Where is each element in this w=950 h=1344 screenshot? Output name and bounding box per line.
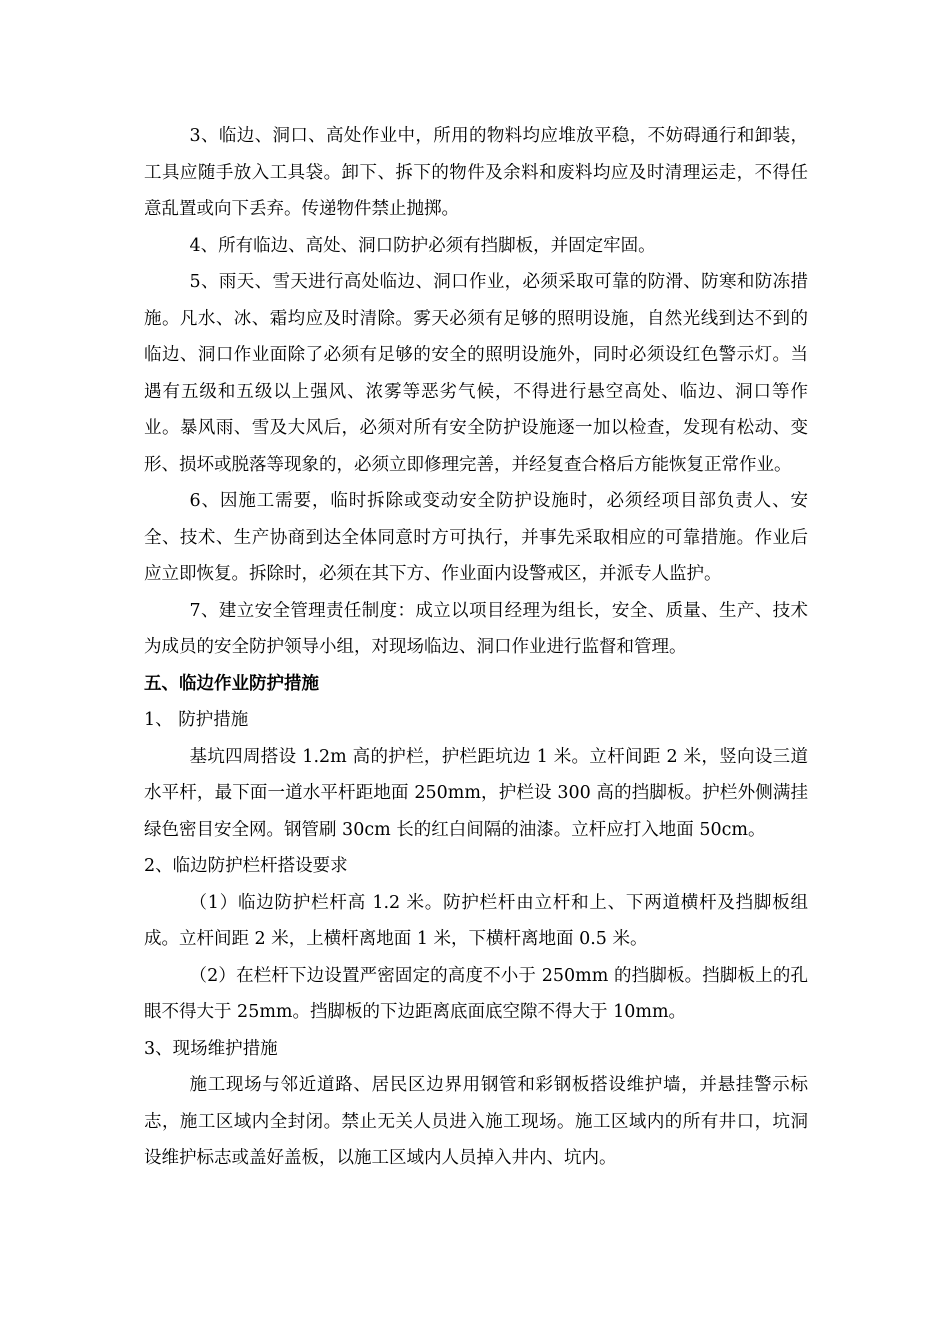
paragraph-item-7: 7、建立安全管理责任制度：成立以项目经理为组长，安全、质量、生产、技术为成员的安全防护领导小组，对现场临边、洞口作业进行监督和管理。 — [144, 600, 808, 657]
subsection-heading-3: 3、现场维护措施 — [144, 1038, 278, 1059]
section-heading: 五、临边作业防护措施 — [144, 673, 319, 694]
paragraph-item-5: 5、雨天、雪天进行高处临边、洞口作业，必须采取可靠的防滑、防寒和防冻措施。凡水、冰、霜均应及时清除。雾天必须有足够的照明设施，自然光线到达不到的临边、洞口作业面除了必须有足够的安全的照明设施外，同时必须设红色警示灯。当遇有五级和五级以上强风、浓雾等恶劣气候，不得进行悬空高处、临边、洞口等作业。暴风雨、雪及大风后，必须对所有安全防护设施逐一加以检查，发现有松动、变形、损坏或脱落等现象的，必须立即修理完善，并经复查合格后方能恢复正常作业。 — [144, 272, 808, 475]
subsection-body-1: 基坑四周搭设 1.2m 高的护栏，护栏距坑边 1 米。立杆间距 2 米，竖向设三道水平杆，最下面一道水平杆距地面 250mm，护栏设 300 高的挡脚板。护栏外侧满挂绿色密目安全网。钢管刷 30cm 长的红白间隔的油漆。立杆应打入地面 50cm。 — [144, 746, 808, 840]
paragraph-item-6: 6、因施工需要，临时拆除或变动安全防护设施时，必须经项目部负责人、安全、技术、生产协商到达全体同意时方可执行，并事先采取相应的可靠措施。作业后应立即恢复。拆除时，必须在其下方、作业面内设警戒区，并派专人监护。 — [144, 491, 808, 584]
paragraph-item-3: 3、临边、洞口、高处作业中，所用的物料均应堆放平稳，不妨碍通行和卸装，工具应随手放入工具袋。卸下、拆下的物件及余料和废料均应及时清理运走，不得任意乱置或向下丢弃。传递物件禁止抛掷。 — [144, 126, 808, 219]
document-body — [144, 118, 808, 1177]
subsection-body-3: 施工现场与邻近道路、居民区边界用钢管和彩钢板搭设维护墙，并悬挂警示标志，施工区域内全封闭。禁止无关人员进入施工现场。施工区域内的所有井口，坑洞设维护标志或盖好盖板，以施工区域内人员掉入井内、坑内。 — [144, 1075, 808, 1168]
subsection-item-1: （1）临边防护栏杆高 1.2 米。防护栏杆由立杆和上、下两道横杆及挡脚板组成。立杆间距 2 米，上横杆离地面 1 米，下横杆离地面 0.5 米。 — [144, 892, 808, 949]
paragraph-item-4: 4、所有临边、高处、洞口防护必须有挡脚板，并固定牢固。 — [189, 235, 656, 256]
subsection-heading-2: 2、临边防护栏杆搭设要求 — [144, 856, 348, 876]
subsection-item-2: （2）在栏杆下边设置严密固定的高度不小于 250mm 的挡脚板。挡脚板上的孔眼不得大于 25mm。挡脚板的下边距离底面底空隙不得大于 10mm。 — [144, 965, 808, 1022]
subsection-heading-1: 1、 防护措施 — [144, 710, 249, 730]
